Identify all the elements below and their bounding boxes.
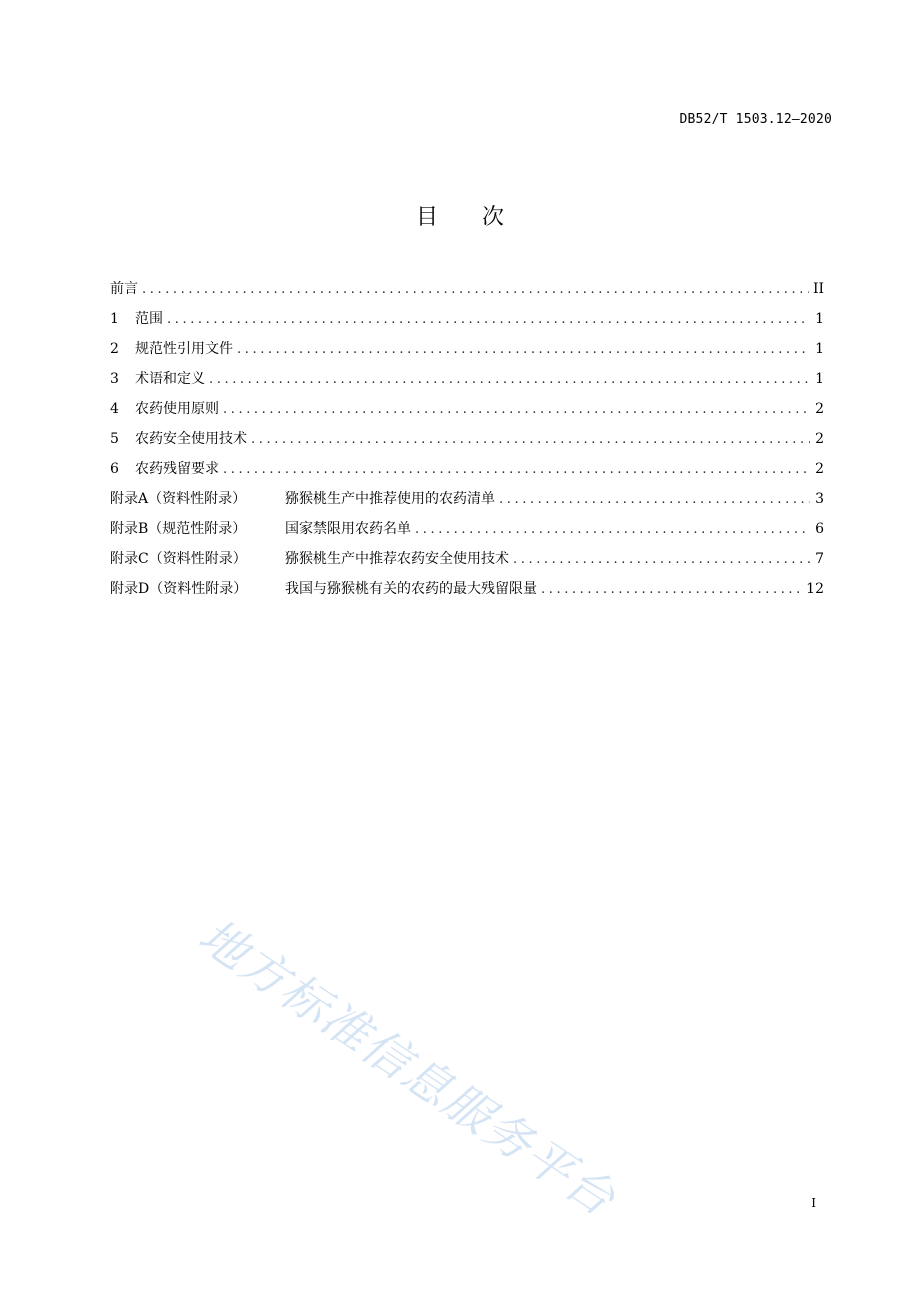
watermark: 地方标准信息服务平台 [188,908,626,1228]
toc-entry-title: 农药残留要求 [135,461,219,477]
toc-leader-dots [251,430,810,450]
toc-leader-dots [237,340,810,360]
toc-entry[interactable] [110,339,824,369]
toc-leader-dots [513,550,810,570]
toc-entry[interactable] [110,459,824,489]
toc-entry-title: 猕猴桃生产中推荐农药安全使用技术 [285,551,509,567]
page-number: I [811,1196,816,1210]
toc-entry-number: 2 [110,341,119,357]
toc-entry-number: 5 [110,431,119,447]
toc-leader-dots [223,400,810,420]
toc-leader-dots [142,280,809,300]
toc-entry-page: 1 [815,341,824,357]
toc-entry-page: 7 [815,551,824,567]
toc-entry[interactable] [110,399,824,429]
toc-leader-dots [167,310,810,330]
toc-entry[interactable] [110,429,824,459]
toc-entry-title: 农药使用原则 [135,401,219,417]
toc-entry-number: 1 [110,311,119,327]
toc-entry[interactable] [110,279,824,309]
toc-entry-title: 国家禁限用农药名单 [285,521,411,537]
toc-entry[interactable] [110,309,824,339]
toc-entry-title: 我国与猕猴桃有关的农药的最大残留限量 [285,581,537,597]
page-title: 目次 [415,205,548,230]
toc-entry[interactable] [110,519,824,549]
toc-entry-number: 3 [110,371,119,387]
toc-entry-page: 1 [815,371,824,387]
toc-entry[interactable] [110,579,824,609]
toc-entry-appendix-label: 附录A（资料性附录） [110,491,247,507]
toc-entry-title: 术语和定义 [135,371,205,387]
document-code: DB52/T 1503.12—2020 [679,112,832,127]
toc-entry[interactable] [110,369,824,399]
toc-entry-title: 前言 [110,281,138,297]
toc-leader-dots [415,520,810,540]
toc-entry-page: 2 [815,431,824,447]
toc-entry-appendix-label: 附录C（资料性附录） [110,551,247,567]
toc-entry-page: 2 [815,401,824,417]
toc-entry-page: 12 [806,581,824,597]
toc-entry[interactable] [110,549,824,579]
toc-entry-number: 6 [110,461,119,477]
toc-entry-page: II [812,281,824,297]
toc-entry-title: 范围 [135,311,163,327]
toc-entry-title: 农药安全使用技术 [135,431,247,447]
toc-entry[interactable] [110,489,824,519]
toc-entry-appendix-label: 附录D（资料性附录） [110,581,248,597]
toc-leader-dots [541,580,802,600]
toc-entry-title: 规范性引用文件 [135,341,233,357]
toc-entry-number: 4 [110,401,119,417]
toc-leader-dots [499,490,810,510]
toc-entry-title: 猕猴桃生产中推荐使用的农药清单 [285,491,495,507]
toc-entry-page: 3 [815,491,824,507]
toc-entry-page: 2 [815,461,824,477]
table-of-contents [110,279,824,609]
toc-entry-page: 1 [815,311,824,327]
toc-entry-page: 6 [815,521,824,537]
toc-entry-appendix-label: 附录B（规范性附录） [110,521,247,537]
toc-leader-dots [209,370,810,390]
toc-leader-dots [223,460,810,480]
